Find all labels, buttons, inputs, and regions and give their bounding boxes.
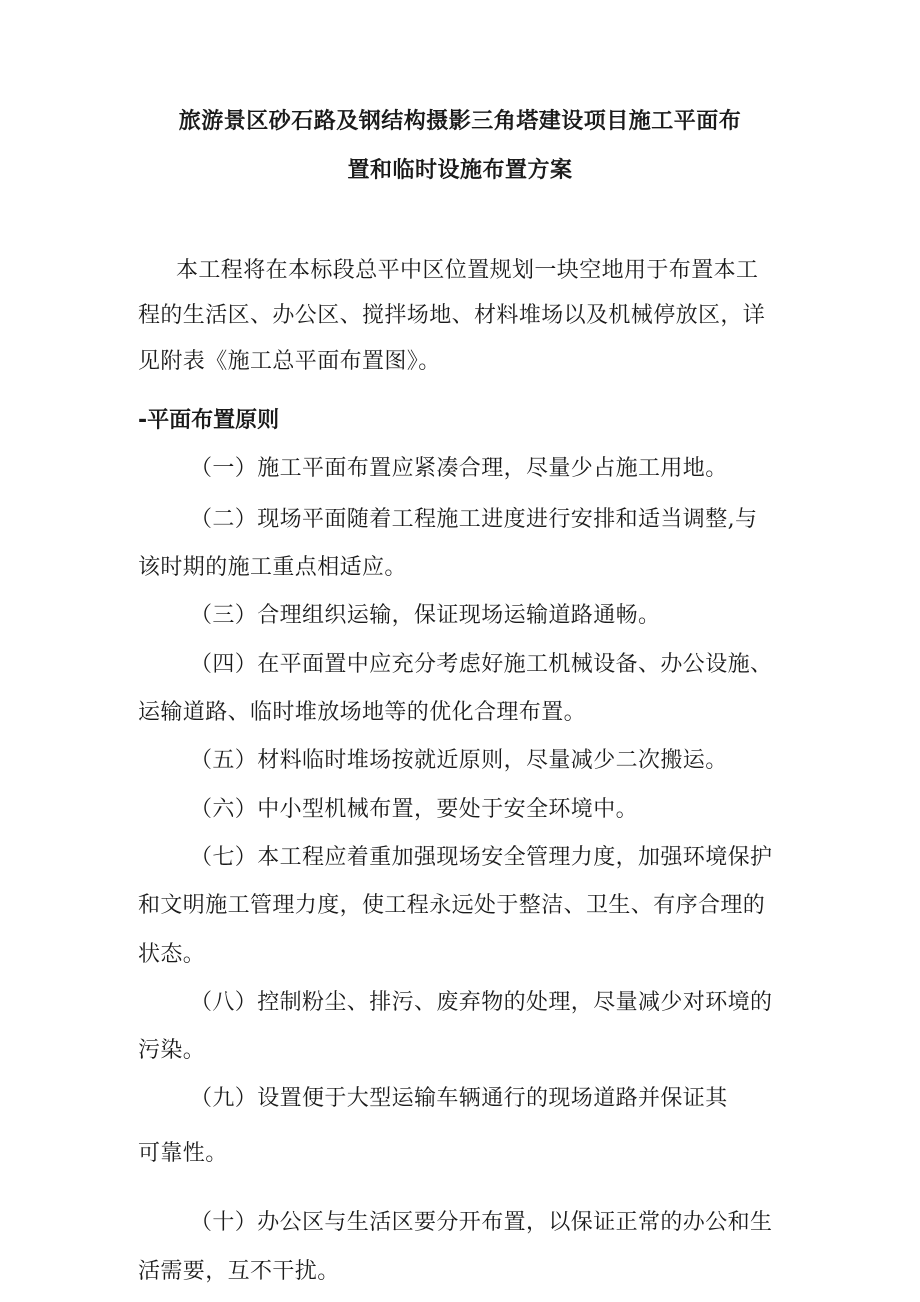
section-heading: -平面布置原则 xyxy=(138,408,280,433)
document-title-line-2: 置和临时设施布置方案 xyxy=(347,158,573,183)
item-4-line-2: 运输道路、临时堆放场地等的优化合理布置。 xyxy=(138,700,587,725)
item-2-line-1: （二）现场平面随着工程施工进度进行安排和适当调整,与 xyxy=(190,507,758,532)
item-5-line-1: （五）材料临时堆场按就近原则，尽量减少二次搬运。 xyxy=(190,748,728,773)
intro-line-1: 本工程将在本标段总平中区位置规划一块空地用于布置本工 xyxy=(176,258,759,283)
item-10-line-2: 活需要，互不干扰。 xyxy=(138,1259,340,1284)
item-6-line-1: （六）中小型机械布置，要处于安全环境中。 xyxy=(190,797,639,822)
item-2-line-2: 该时期的施工重点相适应。 xyxy=(138,555,407,580)
item-1-line-1: （一）施工平面布置应紧凑合理，尽量少占施工用地。 xyxy=(190,456,728,481)
document-title-line-1: 旅游景区砂石路及钢结构摄影三角塔建设项目施工平面布 xyxy=(178,109,742,134)
item-8-line-1: （八）控制粉尘、排污、废弃物的处理，尽量减少对环境的 xyxy=(190,990,773,1015)
item-8-line-2: 污染。 xyxy=(138,1038,206,1063)
item-9-line-2: 可靠性。 xyxy=(138,1141,228,1166)
item-7-line-2: 和文明施工管理力度，使工程永远处于整洁、卫生、有序合理的 xyxy=(138,893,766,918)
intro-line-3: 见附表《施工总平面布置图》。 xyxy=(138,349,441,374)
item-4-line-1: （四）在平面置中应充分考虑好施工机械设备、办公设施、 xyxy=(190,652,773,677)
intro-line-2: 程的生活区、办公区、搅拌场地、材料堆场以及机械停放区，详 xyxy=(138,303,766,328)
item-10-line-1: （十）办公区与生活区要分开布置，以保证正常的办公和生 xyxy=(190,1210,773,1235)
item-3-line-1: （三）合理组织运输，保证现场运输道路通畅。 xyxy=(190,603,661,628)
item-7-line-1: （七）本工程应着重加强现场安全管理力度，加强环境保护 xyxy=(190,845,773,870)
item-9-line-1: （九）设置便于大型运输车辆通行的现场道路并保证其 xyxy=(190,1086,728,1111)
item-7-line-3: 状态。 xyxy=(138,942,206,967)
